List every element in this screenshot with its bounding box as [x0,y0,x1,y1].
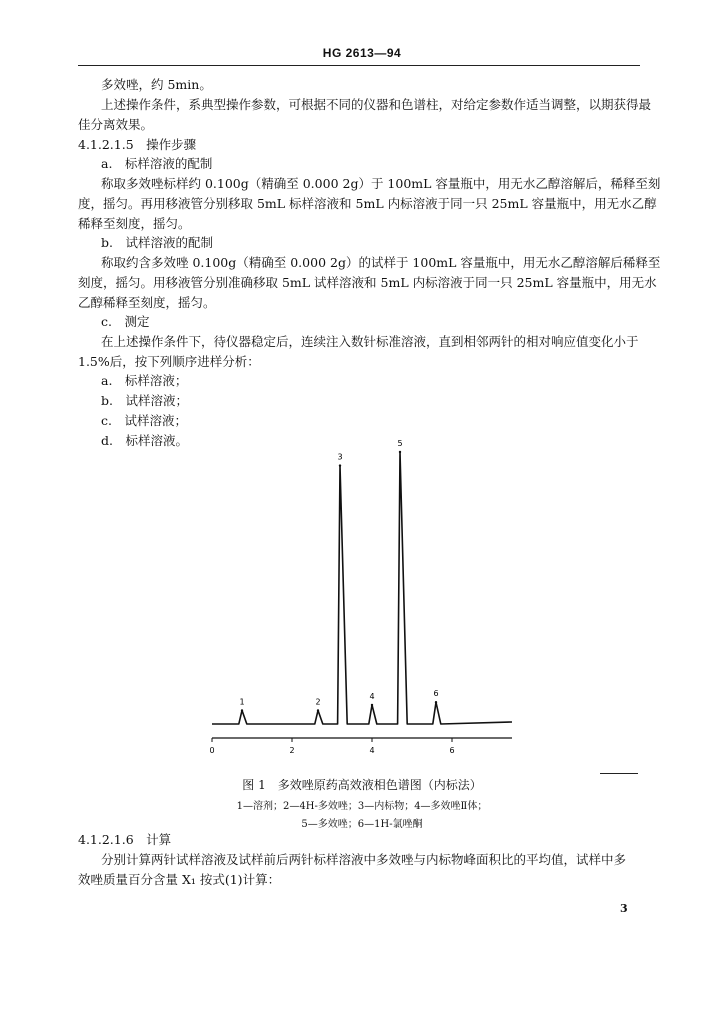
peak-5-apex [399,451,401,453]
x-tick-label: 4 [369,746,375,755]
text-line: 上述操作条件，系典型操作参数，可根据不同的仪器和色谱柱，对给定参数作适当调整，以期获得最 [101,97,652,112]
peak-3-apex [339,464,341,466]
text-line: 稀释至刻度，摇匀。 [78,216,191,231]
figure-legend-line-2: 5—多效唑；6—1H-氯唑酮 [301,819,423,830]
page-number: 3 [620,902,628,915]
x-tick-label: 6 [449,746,455,755]
text-line: 称取多效唑标样约 0.100g（精确至 0.000 2g）于 100mL 容量瓶中，用无水乙醇溶解后，稀释至刻 [101,176,661,191]
subsection-b-heading: b. 试样溶液的配制 [101,235,213,250]
peak-6-apex [435,701,437,703]
peak-2-label: 2 [315,697,321,707]
section-heading-4-1-2-1-6: 4.1.2.1.6 计算 [78,832,172,847]
x-tick-label: 2 [289,746,295,755]
peak-4-apex [371,704,373,706]
text-line: 效唑质量百分含量 X₁ 按式(1)计算： [78,872,281,887]
chromatogram-trace [212,452,512,724]
sequence-item: b. 试样溶液； [101,393,188,408]
text-line: 度，摇匀。再用移液管分别移取 5mL 标样溶液和 5mL 内标溶液于同一只 25mL 容量瓶中，用无水乙醇 [78,196,657,211]
subsection-a-heading: a. 标样溶液的配制 [101,156,213,171]
text-line: 分别计算两针试样溶液及试样前后两针标样溶液中多效唑与内标物峰面积比的平均值，试样中多 [101,852,627,867]
peak-4-label: 4 [369,691,375,701]
text-line: 1.5%后，按下列顺序进样分析： [78,354,260,369]
sequence-item: d. 标样溶液。 [101,433,188,448]
text-line: 刻度，摇匀。用移液管分别准确移取 5mL 试样溶液和 5mL 内标溶液于同一只 25mL 容量瓶中，用无水 [78,275,657,290]
sequence-item: c. 试样溶液； [101,413,187,428]
text-line: 佳分离效果。 [78,117,154,132]
subsection-c-heading: c. 测定 [101,314,150,329]
text-line: 乙醇稀释至刻度，摇匀。 [78,295,216,310]
side-rule [600,773,638,774]
peak-1-apex [241,709,243,711]
peak-2-apex [317,709,319,711]
sequence-item: a. 标样溶液； [101,373,188,388]
chromatogram-chart [200,440,520,760]
figure-legend-line-1: 1—溶剂；2—4H-多效唑；3—内标物；4—多效唑Ⅱ体； [236,801,488,812]
text-line: 称取约含多效唑 0.100g（精确至 0.000 2g）的试样于 100mL 容量瓶中，用无水乙醇溶解后稀释至 [101,255,661,270]
peak-1-label: 1 [239,697,245,707]
header-rule [78,65,640,66]
doc-header-code: HG 2613—94 [322,46,402,60]
x-tick-label: 0 [209,746,215,755]
section-heading-4-1-2-1-5: 4.1.2.1.5 操作步骤 [78,137,197,152]
peak-3-label: 3 [337,452,343,462]
peak-6-label: 6 [433,689,439,699]
text-line: 多效唑，约 5min。 [101,77,212,92]
text-line: 在上述操作条件下，待仪器稳定后，连续注入数针标准溶液，直到相邻两针的相对响应值变化小于 [101,334,639,349]
figure-caption: 图 1 多效唑原药高效液相色谱图（内标法） [242,778,482,792]
peak-5-label: 5 [397,440,403,448]
